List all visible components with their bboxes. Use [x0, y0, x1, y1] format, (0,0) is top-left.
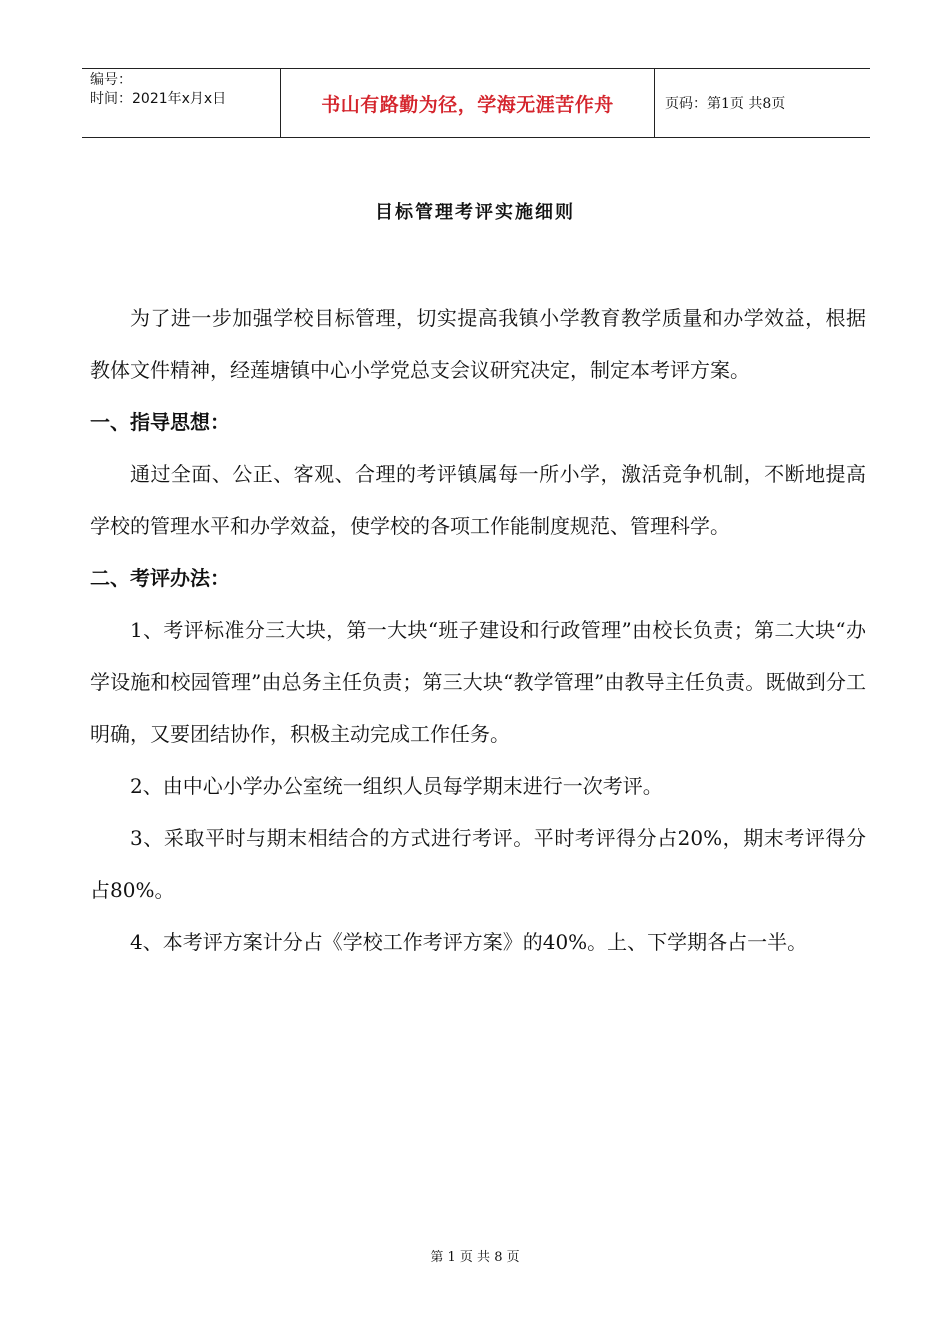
document-body: [90, 292, 866, 968]
section-heading-guiding-thought: 一、指导思想：: [90, 410, 230, 434]
evaluation-item-2: 2、由中心小学办公室统一组织人员每学期末进行一次考评。: [130, 774, 663, 798]
evaluation-item-1: 1、考评标准分三大块，第一大块“班子建设和行政管理”由校长负责；第二大块“办学设施和校园管理”由总务主任负责；第三大块“教学管理”由教导主任负责。既做到分工明确，又要团结协作，积极主动完成工作任务。: [90, 618, 866, 746]
header-page-info: 页码：第1页 共8页: [665, 96, 786, 112]
section-heading-evaluation-method: 二、考评办法：: [90, 566, 230, 590]
intro-paragraph: 为了进一步加强学校目标管理，切实提高我镇小学教育教学质量和办学效益，根据教体文件精神，经莲塘镇中心小学党总支会议研究决定，制定本考评方案。: [90, 306, 866, 382]
header-table: [82, 68, 870, 138]
evaluation-item-4: 4、本考评方案计分占《学校工作考评方案》的40%。上、下学期各占一半。: [130, 930, 808, 954]
evaluation-item-3: 3、采取平时与期末相结合的方式进行考评。平时考评得分占20%，期末考评得分占80%。: [90, 826, 866, 902]
header-motto: 书山有路勤为径，学海无涯苦作舟: [281, 69, 655, 137]
guiding-thought-paragraph: 通过全面、公正、客观、合理的考评镇属每一所小学，激活竞争机制，不断地提高学校的管理水平和办学效益，使学校的各项工作能制度规范、管理科学。: [90, 462, 866, 538]
page-footer: 第 1 页 共 8 页: [430, 1250, 520, 1265]
document-number-label: 编号：: [90, 72, 132, 88]
header-meta-cell: [82, 69, 281, 137]
document-date: 时间：2021年x月x日: [90, 91, 227, 107]
document-title: 目标管理考评实施细则: [375, 202, 575, 223]
